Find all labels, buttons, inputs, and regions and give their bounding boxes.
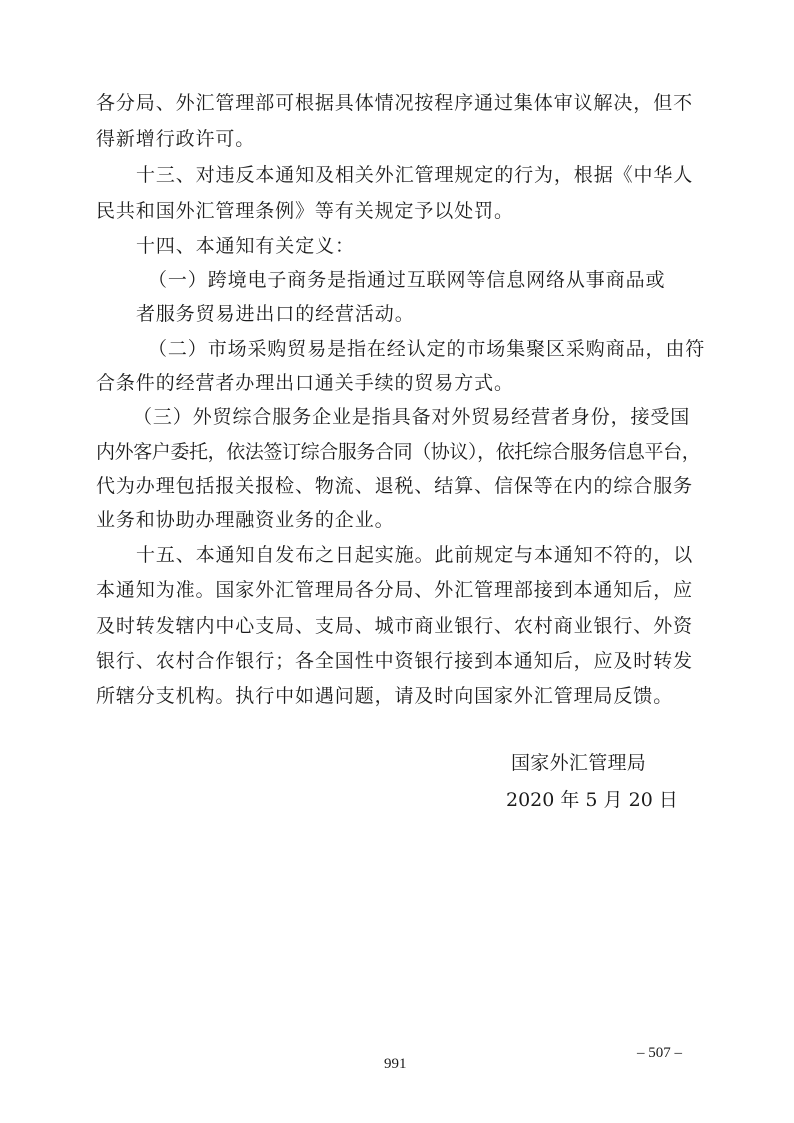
body-line-8: （二）市场采购贸易是指在经认定的市场集聚区采购商品，由符 (148, 338, 706, 360)
body-line-18: 所辖分支机构。执行中如遇问题，请及时向国家外汇管理局反馈。 (96, 685, 674, 707)
body-line-15: 本通知为准。国家外汇管理局各分局、外汇管理部接到本通知后，应 (96, 579, 694, 601)
body-line-4: 民共和国外汇管理条例》等有关规定予以处罚。 (96, 200, 514, 222)
body-line-7: 者服务贸易进出口的经营活动。 (136, 303, 415, 325)
body-line-16: 及时转发辖内中心支局、支局、城市商业银行、农村商业银行、外资 (96, 615, 694, 637)
body-line-12: 代为办理包括报关报检、物流、退税、结算、信保等在内的综合服务 (96, 475, 694, 497)
body-line-1: 各分局、外汇管理部可根据具体情况按程序通过集体审议解决，但不 (96, 92, 694, 114)
body-line-3: 十三、对违反本通知及相关外汇管理规定的行为，根据《中华人 (136, 164, 694, 186)
signature-issuer: 国家外汇管理局 (511, 752, 647, 774)
body-line-13: 业务和协助办理融资业务的企业。 (96, 509, 395, 531)
body-line-14: 十五、本通知自发布之日起实施。此前规定与本通知不符的，以 (136, 544, 694, 566)
page-number-center: 991 (384, 1056, 407, 1072)
body-line-17: 银行、农村合作银行；各全国性中资银行接到本通知后，应及时转发 (96, 650, 694, 672)
body-line-10: （三）外贸综合服务企业是指具备对外贸易经营者身份，接受国 (133, 406, 691, 428)
signature-date: 2020 年 5 月 20 日 (506, 789, 678, 811)
page-number-right: – 507 – (637, 1045, 682, 1061)
body-line-5: 十四、本通知有关定义： (136, 235, 355, 257)
body-line-6: （一）跨境电子商务是指通过互联网等信息网络从事商品或 (148, 269, 666, 291)
body-line-9: 合条件的经营者办理出口通关手续的贸易方式。 (96, 372, 514, 394)
body-line-2: 得新增行政许可。 (96, 128, 256, 150)
body-line-11: 内外客户委托，依法签订综合服务合同（协议），依托综合服务信息平台， (96, 441, 701, 463)
